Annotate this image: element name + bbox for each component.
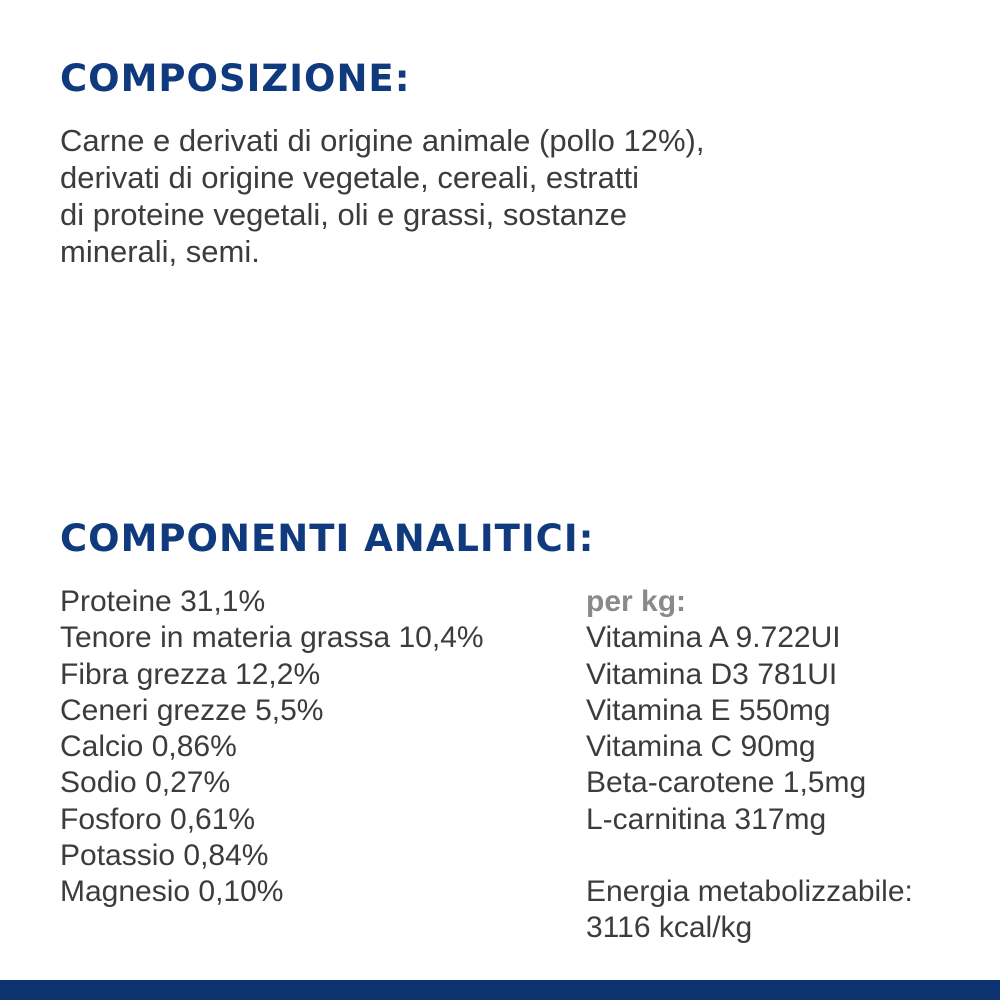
composition-line: di proteine vegetali, oli e grassi, sostanze [60,197,627,232]
energy-block [586,874,913,946]
analytic-item-potassio: Potassio 0,84% [60,839,269,873]
analytic-item-grassi: Tenore in materia grassa 10,4% [60,621,484,655]
per-kg-item-vitamina-d3: Vitamina D3 781UI [586,657,838,691]
per-kg-list [586,584,866,838]
composition-line: derivati di origine vegetale, cereali, estratti [60,160,639,195]
composition-text [60,122,880,270]
per-kg-item-vitamina-e: Vitamina E 550mg [586,693,831,727]
composition-line: minerali, semi. [60,234,260,269]
analytic-components-list [60,584,484,911]
bottom-brand-bar [0,980,1000,1000]
analytic-item-magnesio: Magnesio 0,10% [60,875,284,909]
composition-heading: COMPOSIZIONE: [60,57,411,100]
per-kg-item-beta-carotene: Beta-carotene 1,5mg [586,766,867,800]
analytic-item-sodio: Sodio 0,27% [60,766,231,800]
analytics-heading: COMPONENTI ANALITICI: [60,517,595,560]
analytic-item-fibra: Fibra grezza 12,2% [60,657,321,691]
analytic-item-fosforo: Fosforo 0,61% [60,802,256,836]
analytic-item-proteine: Proteine 31,1% [60,585,266,618]
per-kg-label: per kg: [586,585,687,618]
per-kg-item-vitamina-c: Vitamina C 90mg [586,730,816,764]
analytic-item-ceneri: Ceneri grezze 5,5% [60,693,324,727]
per-kg-item-vitamina-a: Vitamina A 9.722UI [586,621,841,655]
energy-label: Energia metabolizzabile: [586,875,913,908]
energy-value: 3116 kcal/kg [586,911,753,944]
per-kg-item-l-carnitina: L-carnitina 317mg [586,802,827,836]
composition-line: Carne e derivati di origine animale (pollo 12%), [60,123,705,158]
analytic-item-calcio: Calcio 0,86% [60,730,237,764]
